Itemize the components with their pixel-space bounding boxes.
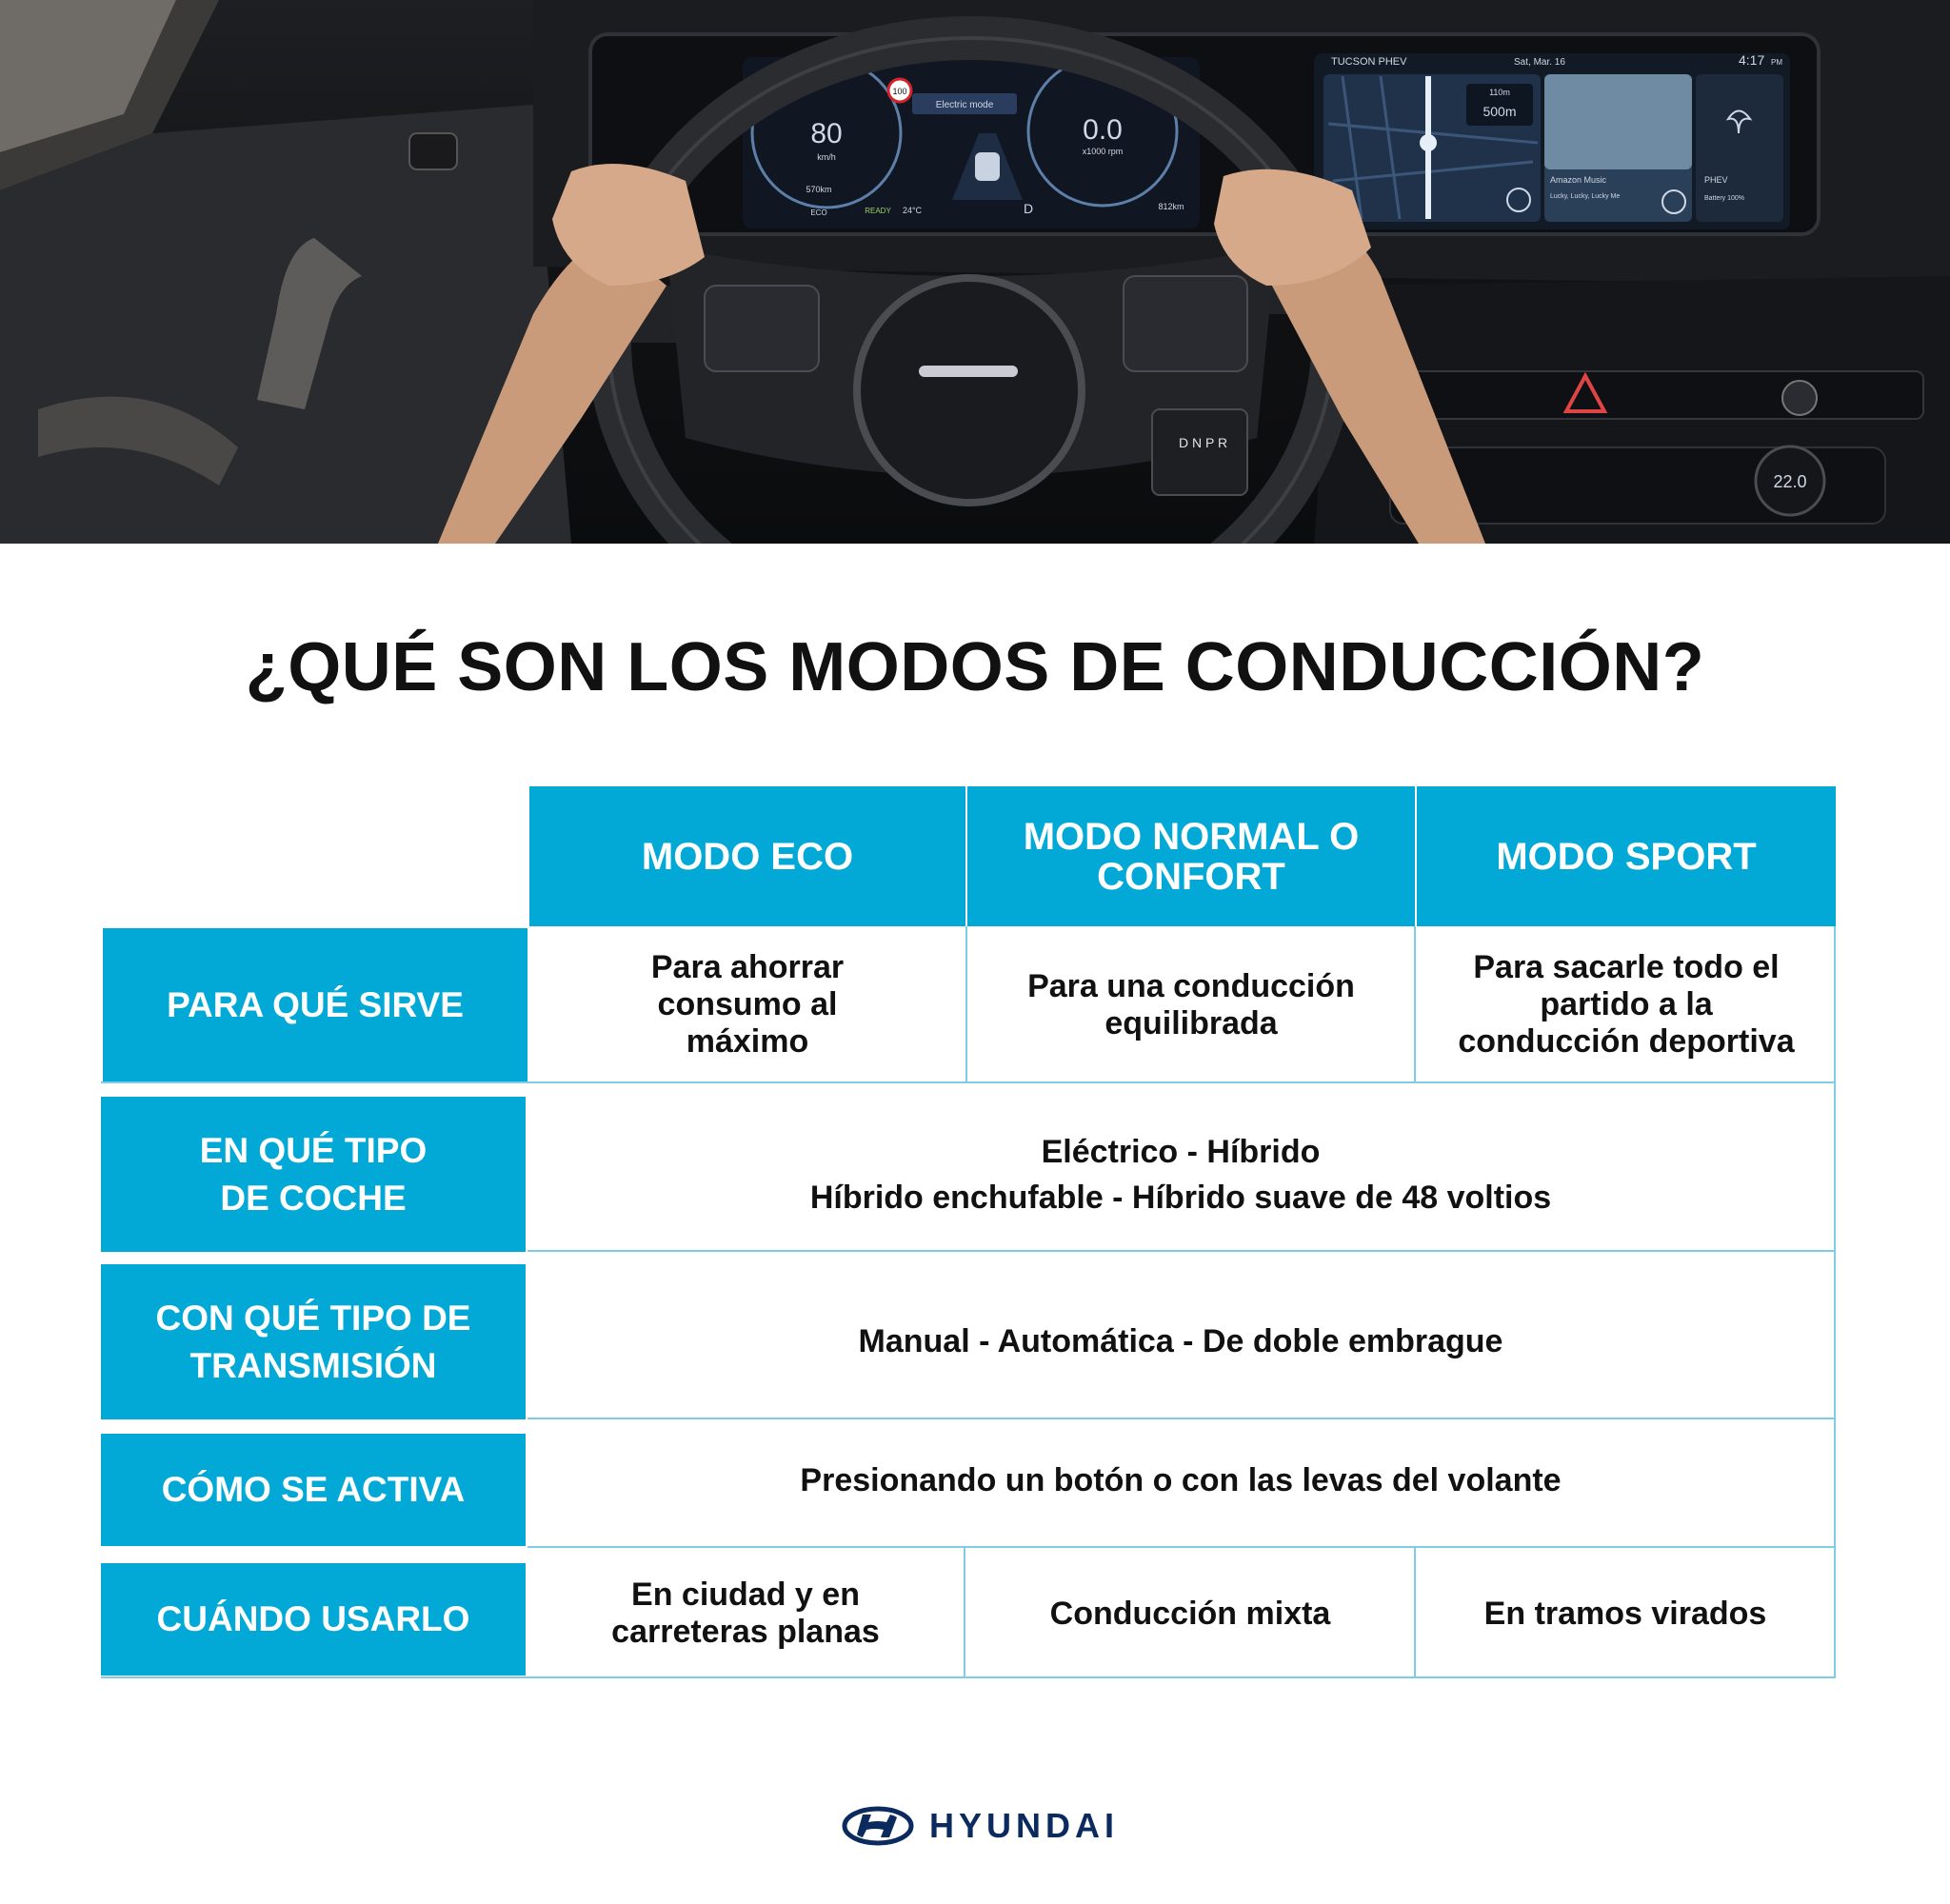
car-interior-illustration	[0, 0, 1950, 544]
car-type-line-1: Eléctrico - Híbrido	[1041, 1133, 1321, 1170]
svg-text:READY: READY	[865, 207, 891, 215]
column-header-eco: MODO ECO	[529, 786, 965, 926]
svg-text:x1000 rpm: x1000 rpm	[1082, 147, 1124, 156]
column-header-normal: MODO NORMAL O CONFORT	[967, 786, 1415, 926]
svg-text:PM: PM	[1771, 58, 1782, 67]
left-wheel-controls	[705, 286, 819, 371]
cell-when-eco: En ciudad y en carreteras planas	[527, 1552, 964, 1676]
row-header-activation: CÓMO SE ACTIVA	[101, 1434, 526, 1546]
grid-line	[527, 1546, 1836, 1548]
svg-text:PHEV: PHEV	[1704, 175, 1728, 185]
column-header-sport: MODO SPORT	[1417, 786, 1836, 926]
svg-text:22.0: 22.0	[1773, 472, 1807, 491]
svg-text:Sat, Mar. 16: Sat, Mar. 16	[1514, 57, 1565, 68]
cell-transmission-merged: Manual - Automática - De doble embrague	[527, 1264, 1834, 1419]
row-header-purpose: PARA QUÉ SIRVE	[103, 928, 527, 1081]
svg-text:Amazon Music: Amazon Music	[1550, 175, 1607, 185]
row-header-car-type: EN QUÉ TIPO DE COCHE	[101, 1097, 526, 1252]
cell-car-type-merged	[527, 1097, 1834, 1252]
svg-text:100: 100	[892, 87, 907, 96]
row-header-when-to-use: CUÁNDO USARLO	[101, 1563, 526, 1676]
svg-text:812km: 812km	[1158, 202, 1184, 211]
gear-selector	[1152, 409, 1247, 495]
steering-hub	[857, 278, 1082, 503]
grid-line	[101, 1676, 1836, 1678]
hero-photo	[0, 0, 1950, 544]
cell-purpose-eco: Para ahorrar consumo al máximo	[529, 928, 965, 1081]
cell-activation-merged: Presionando un botón o con las levas del volante	[527, 1428, 1834, 1533]
right-wheel-controls	[1124, 276, 1247, 371]
svg-text:Lucky, Lucky, Lucky Me: Lucky, Lucky, Lucky Me	[1550, 193, 1621, 200]
svg-text:ECO: ECO	[810, 208, 827, 217]
cluster-mode-banner: Electric mode	[935, 100, 994, 110]
svg-text:D N P R: D N P R	[1179, 435, 1228, 450]
grid-line	[1414, 926, 1416, 1083]
svg-text:24°C: 24°C	[902, 206, 923, 215]
svg-text:km/h: km/h	[817, 152, 836, 162]
window-switch	[409, 133, 457, 169]
cell-when-normal: Conducción mixta	[965, 1552, 1415, 1676]
cluster-speed: 80	[810, 118, 843, 149]
grid-line	[527, 1418, 1836, 1419]
cell-purpose-sport: Para sacarle todo el partido a la conducción deportiva	[1417, 928, 1836, 1081]
row-header-transmission: CON QUÉ TIPO DE TRANSMISIÓN	[101, 1264, 526, 1419]
console-button-strip	[1352, 371, 1923, 419]
cluster-gear: D	[1023, 201, 1034, 216]
page-title: ¿QUÉ SON LOS MODOS DE CONDUCCIÓN?	[245, 629, 1705, 705]
svg-text:110m: 110m	[1489, 88, 1510, 97]
volume-knob	[1782, 381, 1817, 415]
hyundai-emblem-icon	[842, 1806, 914, 1846]
grid-line	[1414, 1546, 1416, 1677]
cluster-power: 0.0	[1083, 114, 1123, 146]
hyundai-logo	[842, 1803, 1119, 1849]
grid-line	[1834, 926, 1836, 1678]
grid-line	[101, 1081, 1836, 1083]
svg-text:570km: 570km	[806, 185, 832, 194]
cell-when-sport: En tramos virados	[1417, 1552, 1834, 1676]
infotainment-vehicle: TUCSON PHEV	[1331, 56, 1407, 68]
grid-line	[964, 1546, 965, 1677]
svg-text:Battery 100%: Battery 100%	[1704, 195, 1745, 202]
grid-line	[965, 926, 967, 1083]
hyundai-wordmark: HYUNDAI	[929, 1806, 1120, 1845]
car-type-line-2: Híbrido enchufable - Híbrido suave de 48 voltios	[809, 1179, 1552, 1216]
svg-text:4:17: 4:17	[1739, 52, 1765, 68]
svg-text:500m: 500m	[1482, 104, 1517, 119]
grid-line	[527, 1250, 1836, 1252]
cell-purpose-normal: Para una conducción equilibrada	[967, 928, 1415, 1081]
